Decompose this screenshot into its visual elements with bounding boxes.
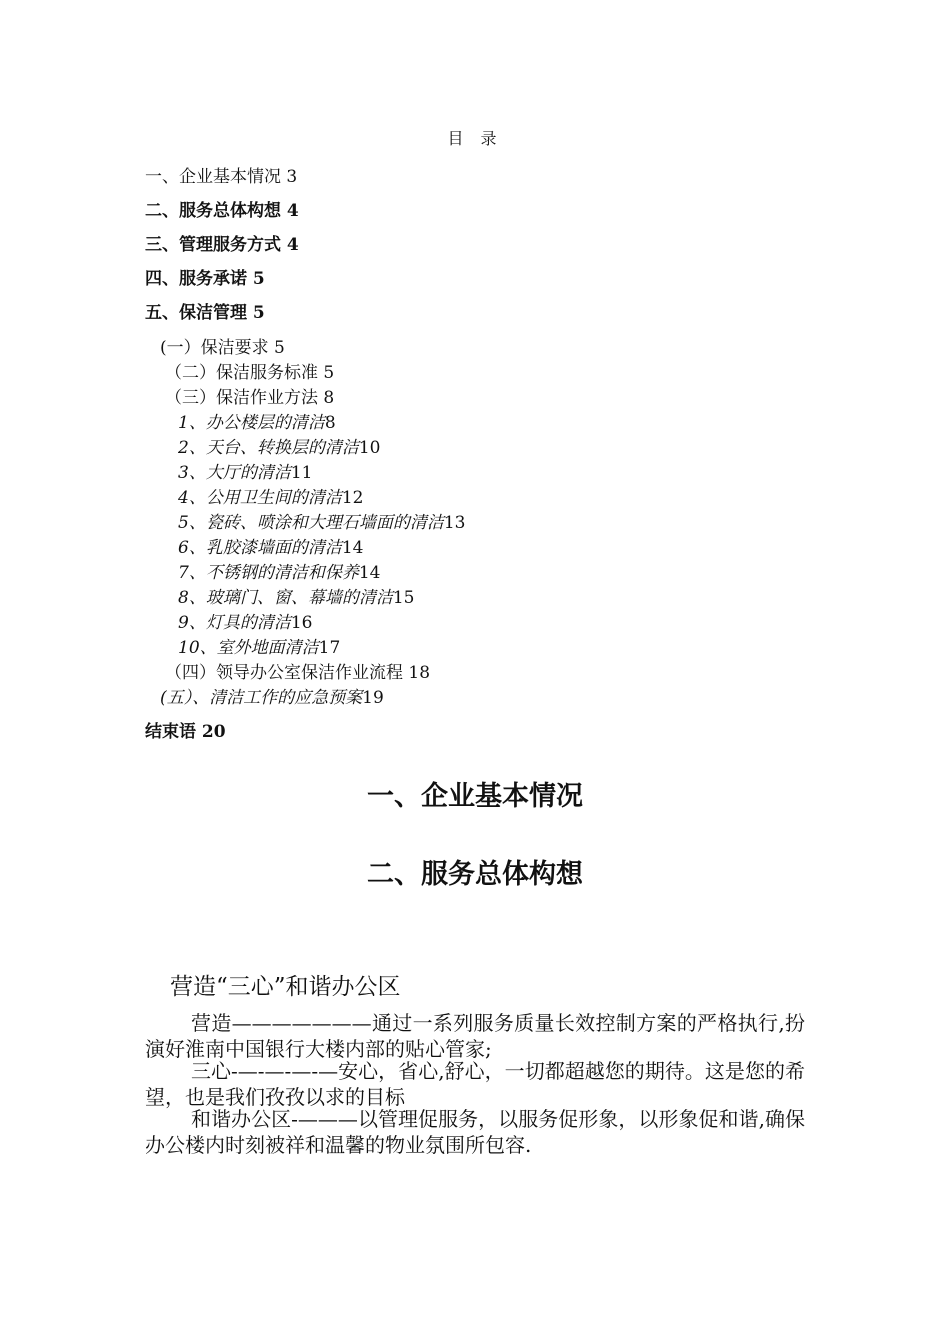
toc-entry-5-2[interactable]: （二）保洁服务标准 5 bbox=[165, 363, 335, 383]
toc-entry-5-3-1[interactable] bbox=[178, 408, 336, 433]
toc-entry-5-3-8[interactable] bbox=[178, 583, 414, 608]
toc-entry-text: 3、大厅的清洁 bbox=[178, 463, 291, 483]
toc-entry-3[interactable]: 三、管理服务方式 4 bbox=[145, 235, 299, 255]
toc-entry-text: (五）、清洁工作的应急预案 bbox=[160, 688, 363, 708]
toc-entry-text: 6、乳胶漆墙面的清洁 bbox=[178, 538, 342, 558]
toc-entry-5-3-10[interactable] bbox=[178, 633, 340, 658]
toc-entry-page: 11 bbox=[290, 463, 313, 483]
toc-entry-page: 16 bbox=[290, 613, 313, 633]
toc-entry-5-3-3[interactable] bbox=[178, 458, 312, 483]
toc-entry-text: 9、灯具的清洁 bbox=[178, 613, 291, 633]
toc-entry-conclusion[interactable]: 结束语 20 bbox=[145, 722, 226, 742]
toc-entry-page: 14 bbox=[341, 538, 364, 558]
toc-entry-text: 7、不锈钢的清洁和保养 bbox=[178, 563, 359, 583]
body-paragraph-1: 营造———————通过一系列服务质量长效控制方案的严格执行,扮演好淮南中国银行大楼内部的贴心管家; bbox=[145, 1011, 805, 1061]
toc-title: 目 录 bbox=[447, 129, 503, 148]
toc-entry-1[interactable]: 一、企业基本情况 3 bbox=[145, 167, 298, 187]
toc-entry-text: 5、瓷砖、喷涂和大理石墙面的清洁 bbox=[178, 513, 444, 533]
toc-entry-page: 12 bbox=[341, 488, 364, 508]
body-paragraph-2: 三心-—-—-—-—安心，省心,舒心，一切都超越您的期待。这是您的希望，也是我们孜孜以求的目标 bbox=[145, 1059, 805, 1109]
toc-entry-5-5[interactable] bbox=[160, 683, 384, 708]
toc-entry-5-3-9[interactable] bbox=[178, 608, 312, 633]
toc-entry-5[interactable]: 五、保洁管理 5 bbox=[145, 303, 265, 323]
toc-entry-5-3-2[interactable] bbox=[178, 433, 380, 458]
toc-entry-2[interactable]: 二、服务总体构想 4 bbox=[145, 201, 299, 221]
toc-entry-page: 19 bbox=[362, 688, 384, 708]
toc-entry-5-3[interactable]: （三）保洁作业方法 8 bbox=[165, 388, 335, 408]
toc-entry-5-3-6[interactable] bbox=[178, 533, 363, 558]
section-subtitle: 营造“三心”和谐办公区 bbox=[170, 974, 401, 1000]
toc-entry-page: 13 bbox=[443, 513, 466, 533]
toc-entry-5-3-7[interactable] bbox=[178, 558, 380, 583]
toc-entry-page: 10 bbox=[358, 438, 381, 458]
toc-entry-page: 17 bbox=[318, 638, 341, 658]
toc-entry-5-3-5[interactable] bbox=[178, 508, 465, 533]
toc-entry-text: 4、公用卫生间的清洁 bbox=[178, 488, 342, 508]
toc-entry-text: 1、办公楼层的清洁 bbox=[178, 413, 325, 433]
toc-entry-page: 14 bbox=[358, 563, 381, 583]
toc-entry-5-1[interactable]: (一）保洁要求 5 bbox=[160, 338, 285, 358]
toc-entry-page: 15 bbox=[392, 588, 415, 608]
toc-entry-text: 2、天台、转换层的清洁 bbox=[178, 438, 359, 458]
toc-entry-5-3-4[interactable] bbox=[178, 483, 363, 508]
section-heading-1: 一、企业基本情况 bbox=[367, 781, 583, 812]
section-heading-2: 二、服务总体构想 bbox=[367, 859, 583, 890]
toc-entry-text: 10、室外地面清洁 bbox=[178, 638, 319, 658]
body-paragraph-3: 和谐办公区-———以管理促服务，以服务促形象，以形象促和谐,确保办公楼内时刻被祥和温馨的物业氛围所包容. bbox=[145, 1107, 805, 1157]
toc-entry-text: 8、玻璃门、窗、幕墙的清洁 bbox=[178, 588, 393, 608]
toc-entry-4[interactable]: 四、服务承诺 5 bbox=[145, 269, 265, 289]
toc-entry-5-4[interactable]: （四）领导办公室保洁作业流程 18 bbox=[165, 663, 431, 683]
toc-entry-page: 8 bbox=[324, 413, 336, 433]
